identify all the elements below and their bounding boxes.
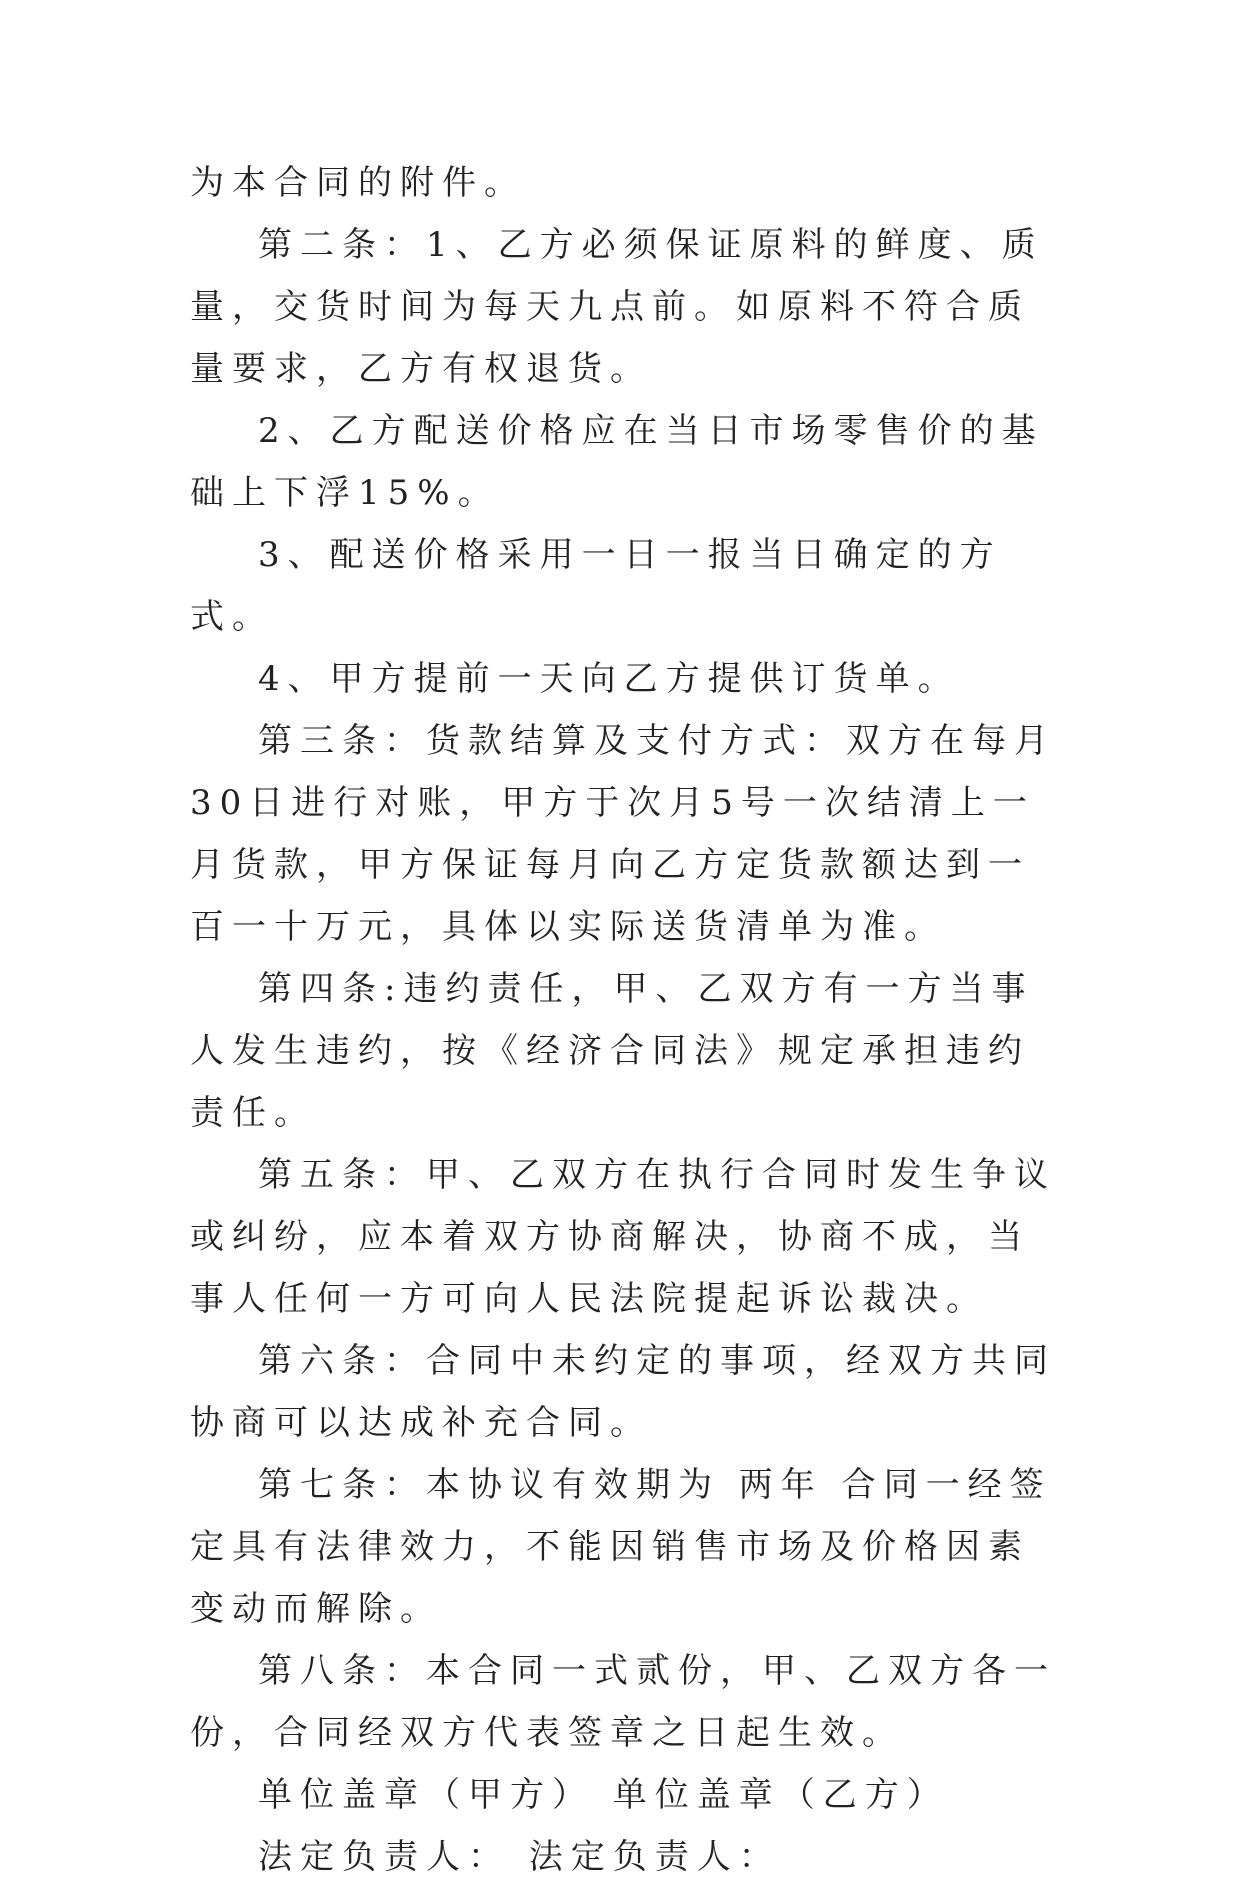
paragraph-article-7: 第七条：本协议有效期为 两年 合同一经签定具有法律效力，不能因销售市场及价格因素变动而解除。 (190, 1465, 1052, 1629)
paragraph-article-4: 第四条:违约责任，甲、乙双方有一方当事人发生违约，按《经济合同法》规定承担违约责任。 (190, 969, 1034, 1133)
paragraph-article-2: 第二条：1、乙方必须保证原料的鲜度、质量，交货时间为每天九点前。如原料不符合质量要求，乙方有权退货。 (190, 225, 1044, 389)
paragraph-article-2-item-3: 3、配送价格采用一日一报当日确定的方式。 (190, 535, 1002, 637)
paragraph-article-2-item-2: 2、乙方配送价格应在当日市场零售价的基础上下浮15%。 (190, 411, 1044, 513)
paragraph-article-8: 第八条：本合同一式贰份，甲、乙双方各一份，合同经双方代表签章之日起生效。 (190, 1651, 1056, 1753)
signature-person-line: 法定负责人： 法定负责人： (258, 1837, 781, 1877)
paragraph-attachment-tail: 为本合同的附件。 (190, 163, 526, 203)
paragraph-article-5: 第五条：甲、乙双方在执行合同时发生争议或纠纷，应本着双方协商解决，协商不成，当事人任何一方可向人民法院提起诉讼裁决。 (190, 1155, 1056, 1319)
signature-seal-line: 单位盖章（甲方） 单位盖章（乙方） (258, 1775, 949, 1815)
paragraph-article-6: 第六条：合同中未约定的事项，经双方共同协商可以达成补充合同。 (190, 1341, 1056, 1443)
contract-body (190, 152, 1070, 1888)
paragraph-article-3: 第三条：货款结算及支付方式：双方在每月30日进行对账，甲方于次月5号一次结清上一月货款，甲方保证每月向乙方定货款额达到一百一十万元，具体以实际送货清单为准。 (190, 721, 1056, 947)
paragraph-article-2-item-4: 4、甲方提前一天向乙方提供订货单。 (258, 659, 960, 699)
